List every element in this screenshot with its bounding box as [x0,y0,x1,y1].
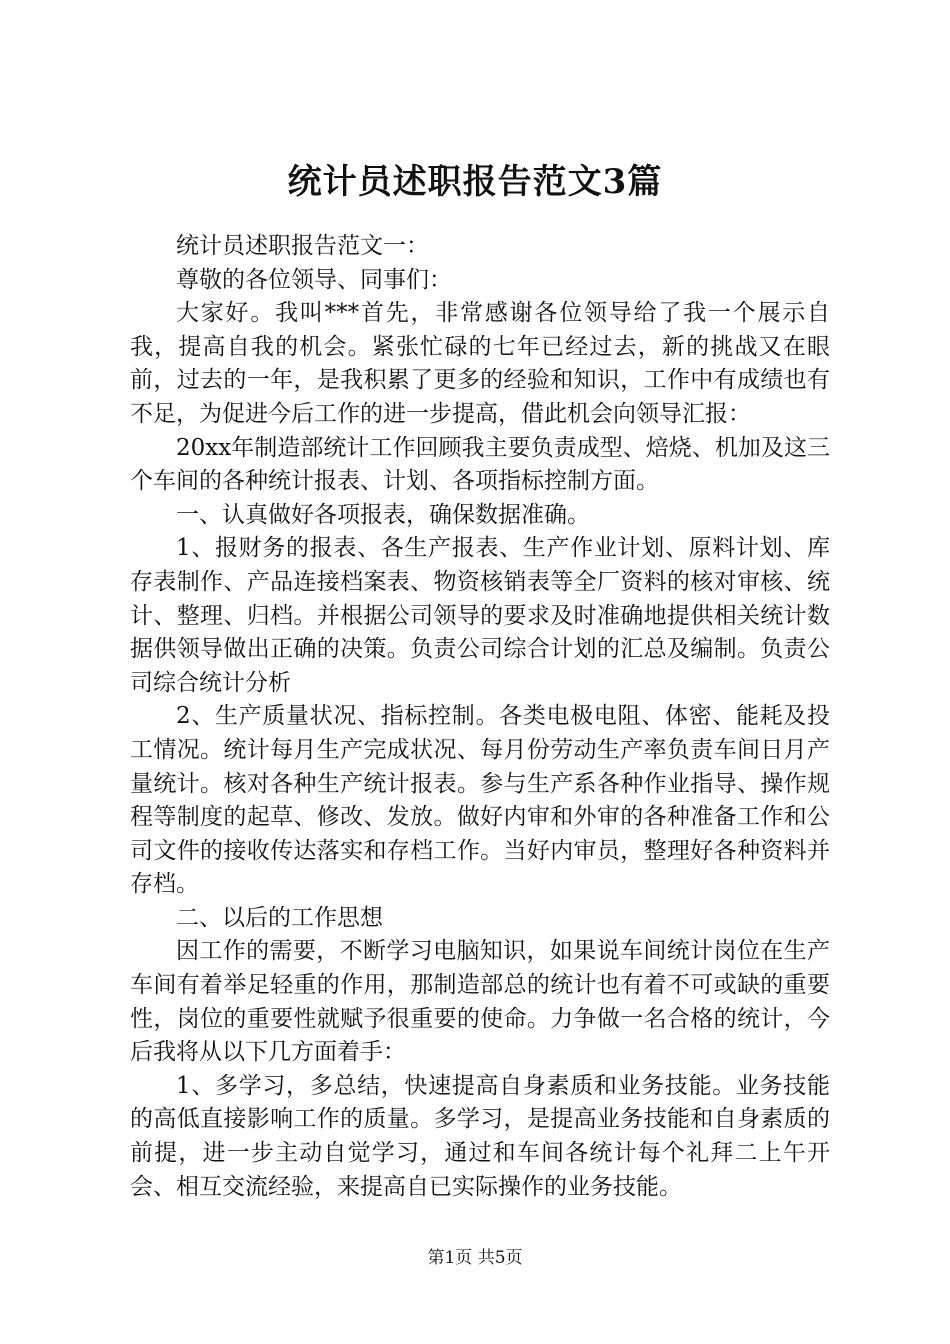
paragraph-heading: 统计员述职报告范文一： [176,233,429,259]
paragraph-intro: 大家好。我叫***首先，非常感谢各位领导给了我一个展示自我，提高自我的机会。紧张忙碌的七年已经过去，新的挑战又在眼前，过去的一年，是我积累了更多的经验和知识，工作中有成绩也有不足，为促进今后工作的进一步提高，借此机会向领导汇报： [130,300,830,427]
page-number: 第1页 共5页 [427,1248,523,1268]
paragraph-item-2: 2、生产质量状况、指标控制。各类电极电阻、体密、能耗及投工情况。统计每月生产完成状况、每月份劳动生产率负责车间日月产量统计。核对各种生产统计报表。参与生产系各种作业指导、操作规程等制度的起草、修改、发放。做好内审和外审的各种准备工作和公司文件的接收传达落实和存档工作。当好内审员，整理好各种资料并存档。 [130,703,830,898]
paragraph-item-1: 1、报财务的报表、各生产报表、生产作业计划、原料计划、库存表制作、产品连接档案表、物资核销表等全厂资料的核对审核、统计、整理、归档。并根据公司领导的要求及时准确地提供相关统计数据供领导做出正确的决策。负责公司综合计划的汇总及编制。负责公司综合统计分析 [130,535,830,696]
paragraph-review: 20xx年制造部统计工作回顾我主要负责成型、焙烧、机加及这三个车间的各种统计报表、计划、各项指标控制方面。 [130,434,830,495]
page-title: 统计员述职报告范文3篇 [287,162,663,202]
paragraph-salutation: 尊敬的各位领导、同事们： [176,266,452,293]
paragraph-plan: 因工作的需要，不断学习电脑知识，如果说车间统计岗位在生产车间有着举足轻重的作用，那制造部总的统计也有着不可或缺的重要性，岗位的重要性就赋予很重要的使命。力争做一名合格的统计，今后我将从以下几方面着手： [130,938,830,1066]
section-heading-1: 一、认真做好各项报表，确保数据准确。 [176,501,590,528]
section-heading-2: 二、以后的工作思想 [176,904,383,931]
paragraph-plan-item-1: 1、多学习，多总结，快速提高自身素质和业务技能。业务技能的高低直接影响工作的质量。多学习，是提高业务技能和自身素质的前提，进一步主动自觉学习，通过和车间各统计每个礼拜二上午开会、相互交流经验，来提高自已实际操作的业务技能。 [130,1072,830,1200]
document-body [130,230,830,1204]
